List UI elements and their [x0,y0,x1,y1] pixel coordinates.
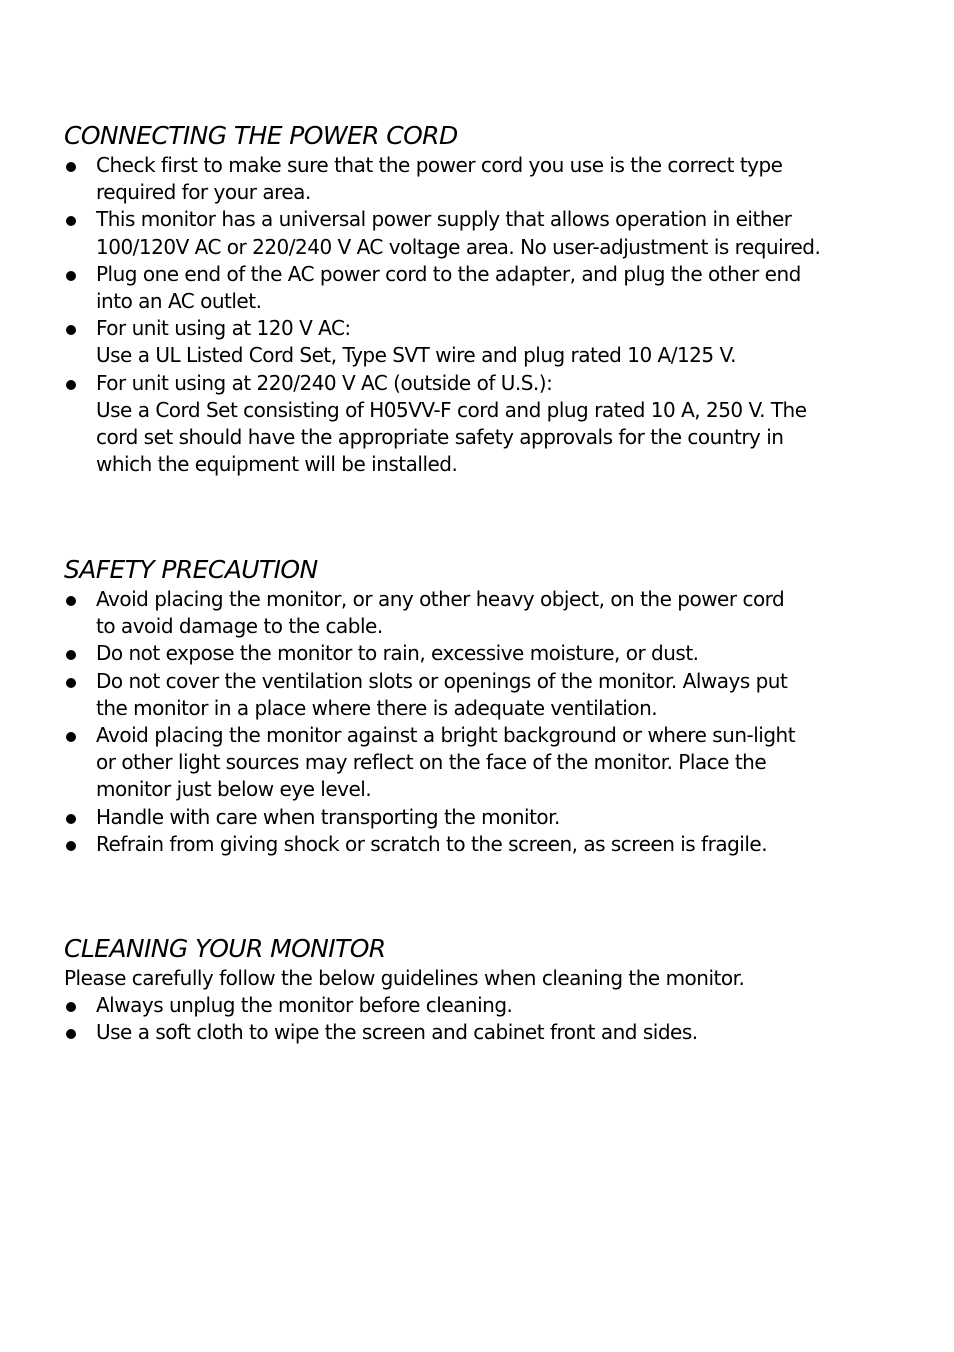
bullet-item [64,370,820,479]
bullet-text-line: Check first to make sure that the power cord you use is the correct type [96,153,783,177]
bullet-text-line: Use a UL Listed Cord Set, Type SVT wire and plug rated 10 A/125 V. [96,343,736,368]
bullet-dot-icon [66,841,76,851]
bullet-list [64,992,744,1046]
bullet-dot-icon [66,380,76,390]
bullet-text-line: Avoid placing the monitor, or any other heavy object, on the power cord [96,587,785,611]
bullet-item [64,992,744,1019]
section-intro: Please carefully follow the below guidelines when cleaning the monitor. [64,966,745,990]
section-safety-precaution [64,554,795,858]
bullet-item [64,640,795,667]
bullet-item [64,152,820,206]
bullet-text-line: Always unplug the monitor before cleaning. [96,993,513,1018]
bullet-list [64,586,795,858]
bullet-dot-icon [66,325,76,335]
bullet-item [64,668,795,722]
bullet-text-line: For unit using at 220/240 V AC (outside of U.S.): [96,370,553,395]
bullet-text-line: or other light sources may reflect on the face of the monitor. Place the [96,750,767,775]
bullet-text-line: Use a Cord Set consisting of H05VV-F cord and plug rated 10 A, 250 V. The [96,397,807,422]
section-title: CLEANING YOUR MONITOR [64,934,386,963]
bullet-item [64,831,795,858]
section-cleaning-your-monitor [64,933,744,1047]
bullet-text-line: monitor just below eye level. [96,777,372,802]
bullet-dot-icon [66,678,76,688]
bullet-item [64,206,820,260]
bullet-item [64,804,795,831]
bullet-text-line: Avoid placing the monitor against a bright background or where sun-light [96,723,796,748]
bullet-text-line: 100/120V AC or 220/240 V AC voltage area. No user-adjustment is required. [96,234,821,259]
bullet-dot-icon [66,1029,76,1039]
bullet-item [64,261,820,315]
bullet-text-line: the monitor in a place where there is adequate ventilation. [96,695,658,720]
bullet-text-line: Do not cover the ventilation slots or openings of the monitor. Always put [96,668,788,693]
section-connecting-power-cord [64,120,820,478]
bullet-dot-icon [66,814,76,824]
section-title: SAFETY PRECAUTION [64,555,318,584]
bullet-text-line: For unit using at 120 V AC: [96,316,351,341]
section-title: CONNECTING THE POWER CORD [64,121,458,150]
bullet-dot-icon [66,596,76,606]
bullet-item [64,315,820,369]
bullet-item [64,586,795,640]
bullet-dot-icon [66,162,76,172]
bullet-text-line: Plug one end of the AC power cord to the adapter, and plug the other end [96,261,801,286]
bullet-list [64,152,820,478]
bullet-text-line: Refrain from giving shock or scratch to the screen, as screen is fragile. [96,831,768,856]
bullet-text-line: into an AC outlet. [96,289,262,314]
bullet-text-line: to avoid damage to the cable. [96,614,383,639]
bullet-text-line: required for your area. [96,180,311,205]
bullet-item [64,1019,744,1046]
bullet-item [64,722,795,804]
bullet-dot-icon [66,216,76,226]
bullet-text-line: Use a soft cloth to wipe the screen and cabinet front and sides. [96,1020,698,1045]
bullet-dot-icon [66,732,76,742]
bullet-dot-icon [66,1002,76,1012]
bullet-text-line: Do not expose the monitor to rain, excessive moisture, or dust. [96,641,699,666]
bullet-text-line: This monitor has a universal power supply that allows operation in either [96,207,792,232]
bullet-text-line: Handle with care when transporting the monitor. [96,804,560,829]
bullet-text-line: which the equipment will be installed. [96,452,458,477]
bullet-dot-icon [66,650,76,660]
bullet-text-line: cord set should have the appropriate safety approvals for the country in [96,425,784,450]
bullet-dot-icon [66,271,76,281]
